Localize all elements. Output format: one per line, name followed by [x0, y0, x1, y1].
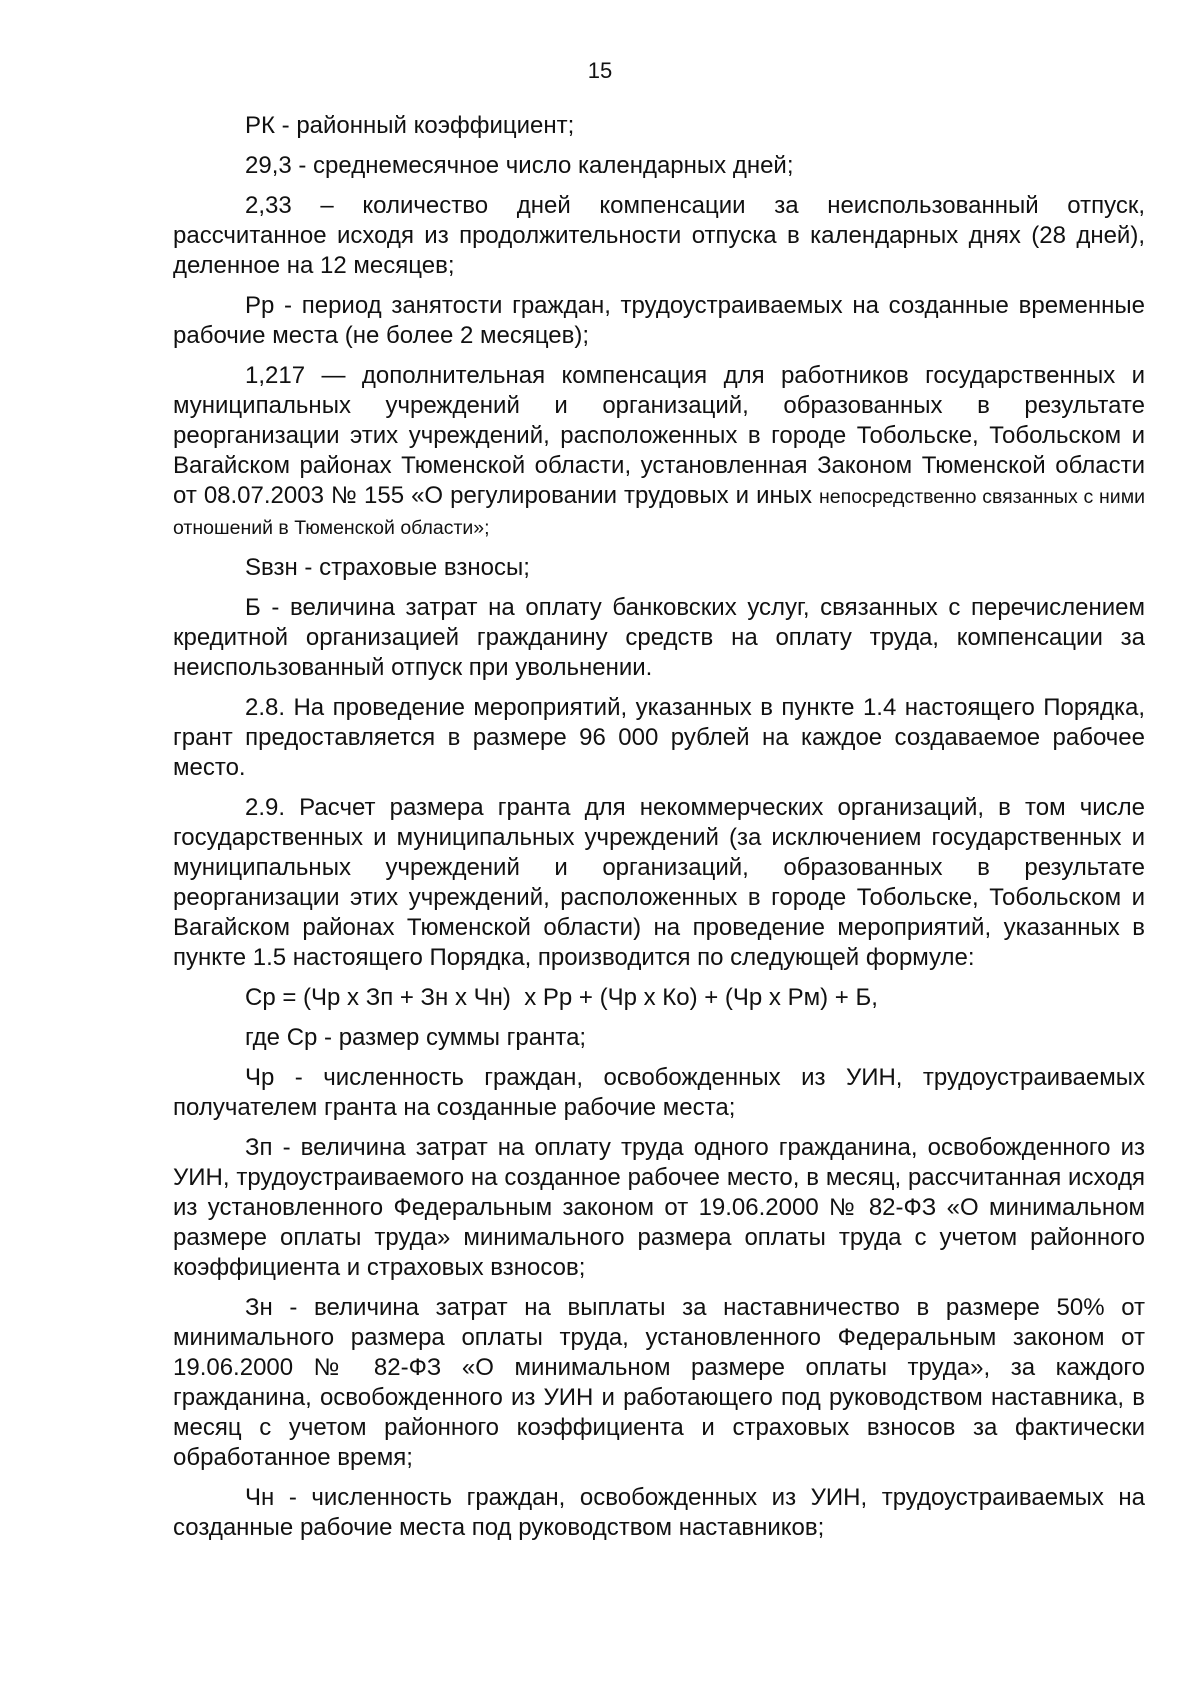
paragraph-chn: Чн - численность граждан, освобожденных из УИН, трудоустраиваемых на созданные рабочие места под руководством наставников; — [173, 1484, 1145, 1541]
paragraph-2-8: 2.8. На проведение мероприятий, указанных в пункте 1.4 настоящего Порядка, грант предоставляется в размере 96 000 рублей на каждое создаваемое рабочее место. — [173, 694, 1145, 781]
paragraph-zp: Зп - величина затрат на оплату труда одного гражданина, освобожденного из УИН, трудоустраиваемого на созданное рабочее место, в месяц, рассчитанная исходя из установленного Федеральным законом от 19.06.2000 № 82-ФЗ «О минимальном размере оплаты труда» минимального размера оплаты труда с учетом районного коэффициента и страховых взносов; — [173, 1134, 1145, 1281]
paragraph-2-9: 2.9. Расчет размера гранта для некоммерческих организаций, в том числе государственных и муниципальных учреждений (за исключением государственных и муниципальных учреждений и организаций, образованных в результате реорганизации этих учреждений, расположенных в городе Тобольске, Тобольском и Вагайском районах Тюменской области) на проведение мероприятий, указанных в пункте 1.5 настоящего Порядка, производится по следующей формуле: — [173, 794, 1145, 971]
page-number: 15 — [587, 58, 613, 83]
paragraph-1-217 — [173, 361, 1145, 543]
paragraph-b: Б - величина затрат на оплату банковских услуг, связанных с перечислением кредитной организацией гражданину средств на оплату труда, компенсации за неиспользованный отпуск при увольнении. — [173, 594, 1145, 681]
paragraph-rk: РК - районный коэффициент; — [245, 112, 575, 139]
paragraph-2-33: 2,33 – количество дней компенсации за неиспользованный отпуск, рассчитанное исходя из продолжительности отпуска в календарных днях (28 дней), деленное на 12 месяцев; — [173, 192, 1145, 279]
paragraph-1-217-tail: непосредственно связанных с ними отношений в Тюменской области»; — [173, 486, 1145, 539]
document-body — [173, 111, 1145, 1553]
paragraph-1-217-main: 1,217 — дополнительная компенсация для работников государственных и муниципальных учреждений и организаций, образованных в результате реорганизации этих учреждений, расположенных в городе Тобольске, Тобольском и Вагайском районах Тюменской области, установленная Законом Тюменской области от 08.07.2003 № 155 «О регулировании трудовых и иных — [173, 362, 1145, 509]
formula: Ср = (Чр х Зп + Зн х Чн) х Рр + (Чр х Ко) + (Чр х Рм) + Б, — [245, 984, 878, 1011]
paragraph-sr: где Ср - размер суммы гранта; — [245, 1024, 587, 1051]
paragraph-rr: Рр - период занятости граждан, трудоустраиваемых на созданные временные рабочие места (не более 2 месяцев); — [173, 292, 1145, 349]
paragraph-zn: Зн - величина затрат на выплаты за наставничество в размере 50% от минимального размера оплаты труда, установленного Федеральным законом от 19.06.2000 № 82-ФЗ «О минимальном размере оплаты труда», за каждого гражданина, освобожденного из УИН и работающего под руководством наставника, в месяц с учетом районного коэффициента и страховых взносов за фактически обработанное время; — [173, 1294, 1145, 1471]
paragraph-svzn: Sвзн - страховые взносы; — [245, 554, 530, 581]
paragraph-chr: Чр - численность граждан, освобожденных из УИН, трудоустраиваемых получателем гранта на созданные рабочие места; — [173, 1064, 1145, 1121]
paragraph-29-3: 29,3 - среднемесячное число календарных дней; — [245, 152, 794, 179]
